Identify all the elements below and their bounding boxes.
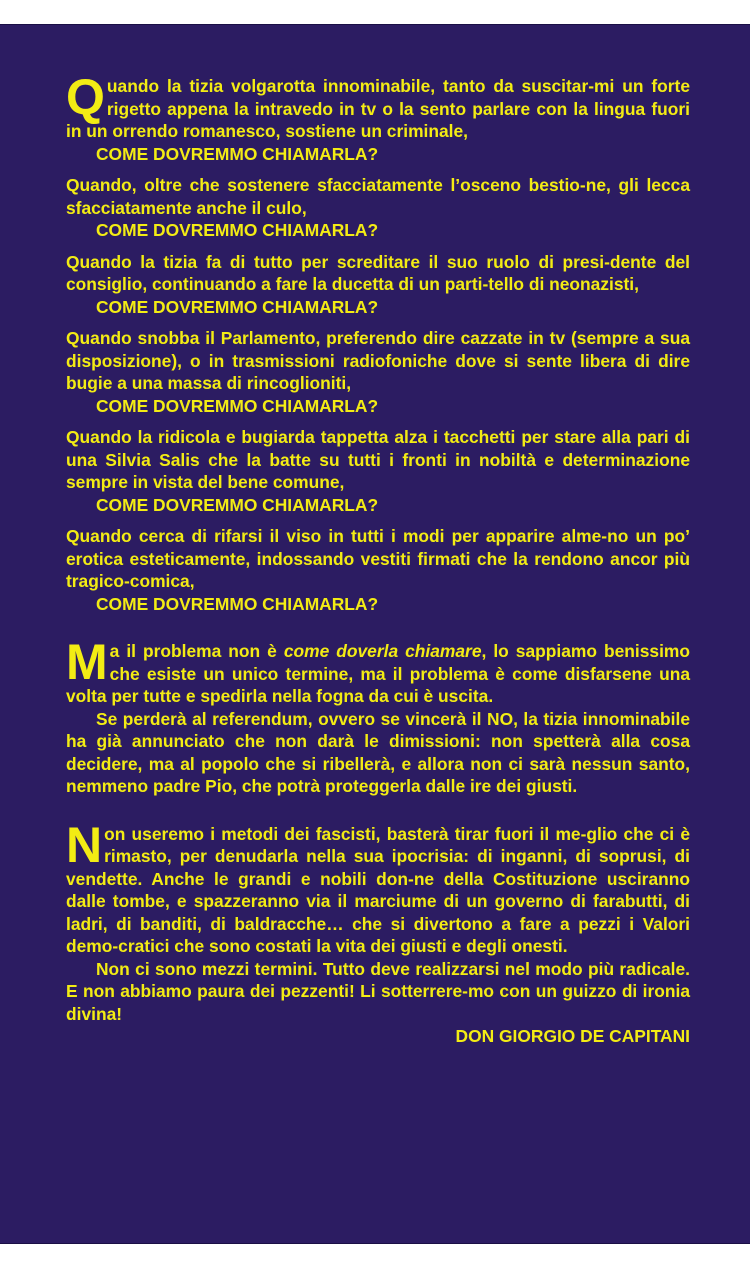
refrain: COME DOVREMMO CHIAMARLA?	[96, 143, 379, 164]
section-2-para-2: Se perderà al referendum, ovvero se vincerà il NO, la tizia innominabile ha già annunciato che non darà le dimissioni: non spetterà alla cosa decidere, ma al popolo che si ribellerà, e allora non ci sarà nessun santo, nemmeno padre Pio, che potrà proteggerla dalle ire dei giusti.	[66, 708, 690, 796]
drop-cap: N	[66, 816, 103, 873]
section-2	[66, 634, 690, 798]
section-3-text: Non useremo i metodi dei fascisti, basterà tirar fuori il me-glio che ci è rimasto, per denudarla nella sua ipocrisia: di inganni, di soprusi, di vendette. Anche le grandi e nobili don-ne della Costituzione usciranno dalle tombe, e spazzeranno via il marciume di un governo di farabutti, di ladri, di banditi, di baldracche… che si divertono a fare a pezzi i Valori demo-cratici che sono costati la vita dei giusti e degli onesti.	[66, 816, 690, 956]
section-3-para-2: Non ci sono mezzi termini. Tutto deve realizzarsi nel modo più radicale. E non abbiamo paura dei pezzenti! Li sotterrere-mo con un guizzo di ironia divina!	[66, 958, 690, 1024]
paragraph-4	[66, 327, 690, 417]
section-2-text: Ma il problema non è come doverla chiamare, lo sappiamo benissimo che esiste un unico termine, ma il problema è come disfarsene una volta per tutte e spedirla nella fogna da cui è uscita.	[66, 634, 690, 706]
paragraph-body: Quando la tizia fa di tutto per screditare il suo ruolo di presi-dente del consiglio, continuando a fare la ducetta di un parti-tello di neonazisti,	[66, 251, 690, 294]
paragraph-body: Quando snobba il Parlamento, preferendo dire cazzate in tv (sempre a sua disposizione), o in trasmissioni radiofoniche dove si sente libera di dire bugie a una massa di rincoglioniti,	[66, 328, 690, 393]
paragraph-3	[66, 251, 690, 319]
refrain: COME DOVREMMO CHIAMARLA?	[96, 296, 379, 317]
paragraph-text	[66, 69, 690, 143]
refrain: COME DOVREMMO CHIAMARLA?	[96, 220, 379, 240]
refrain: COME DOVREMMO CHIAMARLA?	[96, 593, 379, 614]
italic-phrase: come doverla chiamare	[283, 641, 482, 661]
article-panel	[0, 24, 750, 1244]
paragraph-2	[66, 174, 690, 242]
paragraph-body: Quando, oltre che sostenere sfacciatamente l’osceno bestio-ne, gli lecca sfacciatamente anche il culo,	[66, 175, 690, 218]
paragraph-1	[66, 69, 690, 165]
paragraph-body: uando la tizia volgarotta innominabile, tanto da suscitar-mi un forte rigetto appena la intravedo in tv o la sento parlare con la lingua fuori in un orrendo romanesco, sostiene un criminale,	[66, 76, 690, 141]
drop-cap: Q	[66, 69, 105, 125]
paragraph-6	[66, 525, 690, 615]
section-3	[66, 816, 690, 1048]
refrain: COME DOVREMMO CHIAMARLA?	[96, 494, 379, 515]
signature: DON GIORGIO DE CAPITANI	[455, 1026, 690, 1046]
article-content	[66, 69, 690, 1048]
drop-cap: M	[66, 634, 108, 690]
paragraph-body: Quando cerca di rifarsi il viso in tutti i modi per apparire alme-no un po’ erotica esteticamente, indossando vestiti firmati che la rendono ancor più tragico-comica,	[66, 526, 690, 591]
paragraph-body: Quando la ridicola e bugiarda tappetta alza i tacchetti per stare alla pari di una Silvia Salis che la batte su tutti i fronti in nobiltà e determinazione sempre in vista del bene comune,	[66, 427, 690, 492]
refrain: COME DOVREMMO CHIAMARLA?	[96, 395, 379, 416]
paragraph-5	[66, 426, 690, 516]
